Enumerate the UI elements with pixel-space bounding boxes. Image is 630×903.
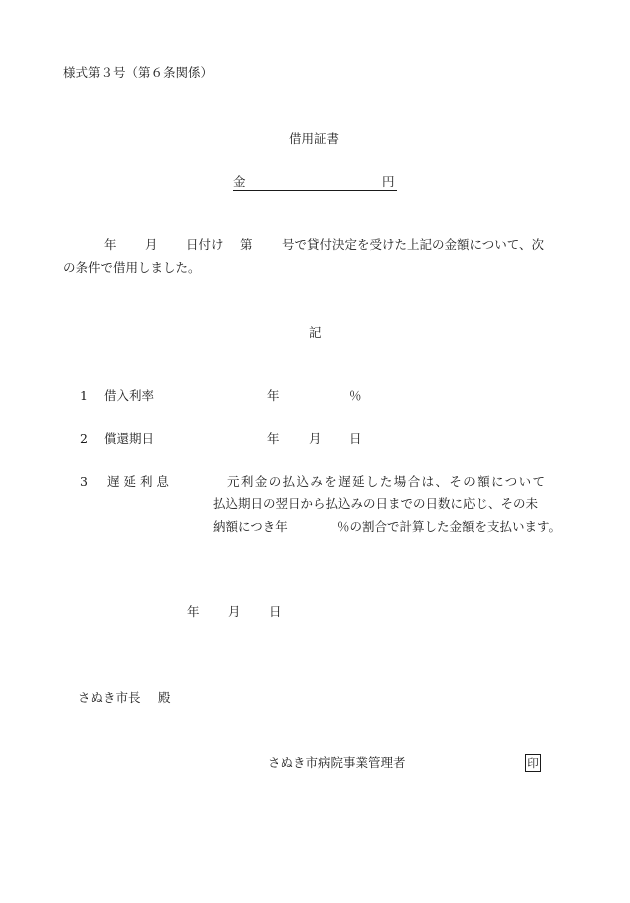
addressee-honorific: 殿	[158, 690, 171, 705]
item-label: 借入利率	[104, 388, 155, 403]
amount-underline	[233, 176, 397, 191]
item-label: 遅 延 利 息	[107, 474, 169, 489]
issuer-title: さぬき市病院事業管理者	[268, 755, 406, 770]
item-text-line-2: 払込期日の翌日から払込みの日までの日数に応じ、その未	[213, 496, 539, 511]
item-year: 年	[267, 388, 280, 403]
amount-suffix: 円	[382, 174, 395, 189]
ki-heading: 記	[309, 325, 322, 340]
document-title: 借用証書	[289, 131, 340, 146]
item-text-line-3a: 納額につき年	[213, 519, 288, 534]
body-month: 月	[145, 237, 158, 252]
amount-prefix: 金	[233, 174, 246, 189]
item-number: 2	[80, 431, 88, 446]
body-no-prefix: 第	[240, 237, 253, 252]
item-text-line-3b: ％の割合で計算した金額を支払います。	[337, 519, 562, 534]
form-number-label: 様式第３号（第６条関係）	[63, 65, 214, 80]
item-day: 日	[349, 431, 362, 446]
seal-mark: 印	[525, 754, 541, 772]
body-line2: の条件で借用しました。	[63, 260, 201, 275]
date-year: 年	[187, 604, 200, 619]
item-month: 月	[309, 431, 322, 446]
date-month: 月	[228, 604, 241, 619]
item-label: 償還期日	[104, 431, 155, 446]
item-percent: ％	[349, 388, 362, 403]
item-number: 3	[80, 474, 88, 489]
body-day-dated: 日付け	[186, 237, 224, 252]
body-line1-rest: 号で貸付決定を受けた上記の金額について、次	[282, 237, 545, 252]
date-day: 日	[269, 604, 282, 619]
item-year: 年	[267, 431, 280, 446]
item-text-line-1: 元利金の払込みを遅延した場合は、その額について	[227, 474, 547, 489]
item-number: 1	[80, 388, 88, 403]
body-year: 年	[104, 237, 117, 252]
addressee-name: さぬき市長	[78, 690, 141, 705]
